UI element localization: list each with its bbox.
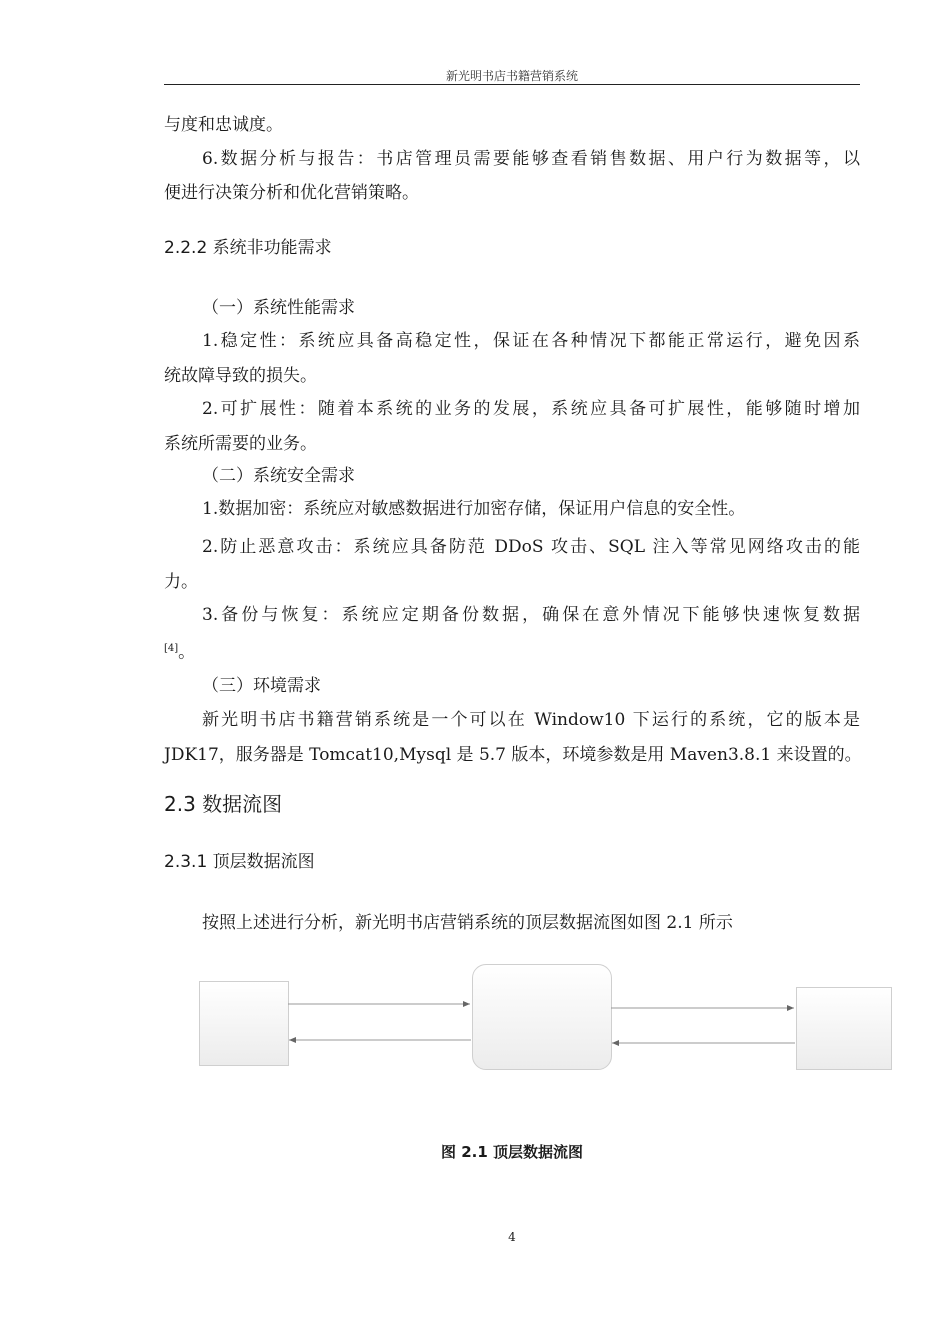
environment-line1: 新光明书店书籍营销系统是一个可以在 Window10 下运行的系统，它的版本是 [202,710,860,730]
subheading-performance: （一）系统性能需求 [202,298,355,318]
scalability-line1: 2.可扩展性：随着本系统的业务的发展，系统应具备可扩展性，能够随时增加 [202,399,860,419]
backup-line2: [4]。 [164,642,196,663]
section-heading-2-3: 2.3 数据流图 [164,792,283,816]
figure-caption: 图 2.1 顶层数据流图 [440,1143,584,1161]
figure-intro: 按照上述进行分析，新光明书店营销系统的顶层数据流图如图 2.1 所示 [202,913,733,933]
attack-prevention-line1: 2.防止恶意攻击：系统应具备防范 DDoS 攻击、SQL 注入等常见网络攻击的能 [202,537,860,557]
page-number: 4 [508,1230,516,1244]
scalability-line2: 系统所需要的业务。 [164,434,317,454]
subheading-security: （二）系统安全需求 [202,466,355,486]
requirement-6-line1: 6.数据分析与报告：书店管理员需要能够查看销售数据、用户行为数据等，以 [202,149,860,169]
paragraph-tail: 与度和忠诚度。 [164,115,283,135]
backup-line1: 3.备份与恢复：系统应定期备份数据，确保在意外情况下能够快速恢复数据 [202,605,860,625]
requirement-6-line2: 便进行决策分析和优化营销策略。 [164,183,419,203]
environment-line2: JDK17，服务器是 Tomcat10,Mysql 是 5.7 版本，环境参数是用 Maven3.8.1 来设置的。 [164,745,862,765]
running-header: 新光明书店书籍营销系统 [445,69,578,83]
stability-line1: 1.稳定性：系统应具备高稳定性，保证在各种情况下都能正常运行，避免因系 [202,331,860,351]
section-heading-2-3-1: 2.3.1 顶层数据流图 [164,852,315,872]
attack-prevention-line2: 力。 [164,572,198,592]
section-heading-2-2-2: 2.2.2 系统非功能需求 [164,238,332,258]
stability-line2: 统故障导致的损失。 [164,366,317,386]
encryption-line: 1.数据加密：系统应对敏感数据进行加密存储，保证用户信息的安全性。 [202,499,746,519]
citation-4: [4] [164,643,179,654]
subheading-environment: （三）环境需求 [202,676,321,696]
